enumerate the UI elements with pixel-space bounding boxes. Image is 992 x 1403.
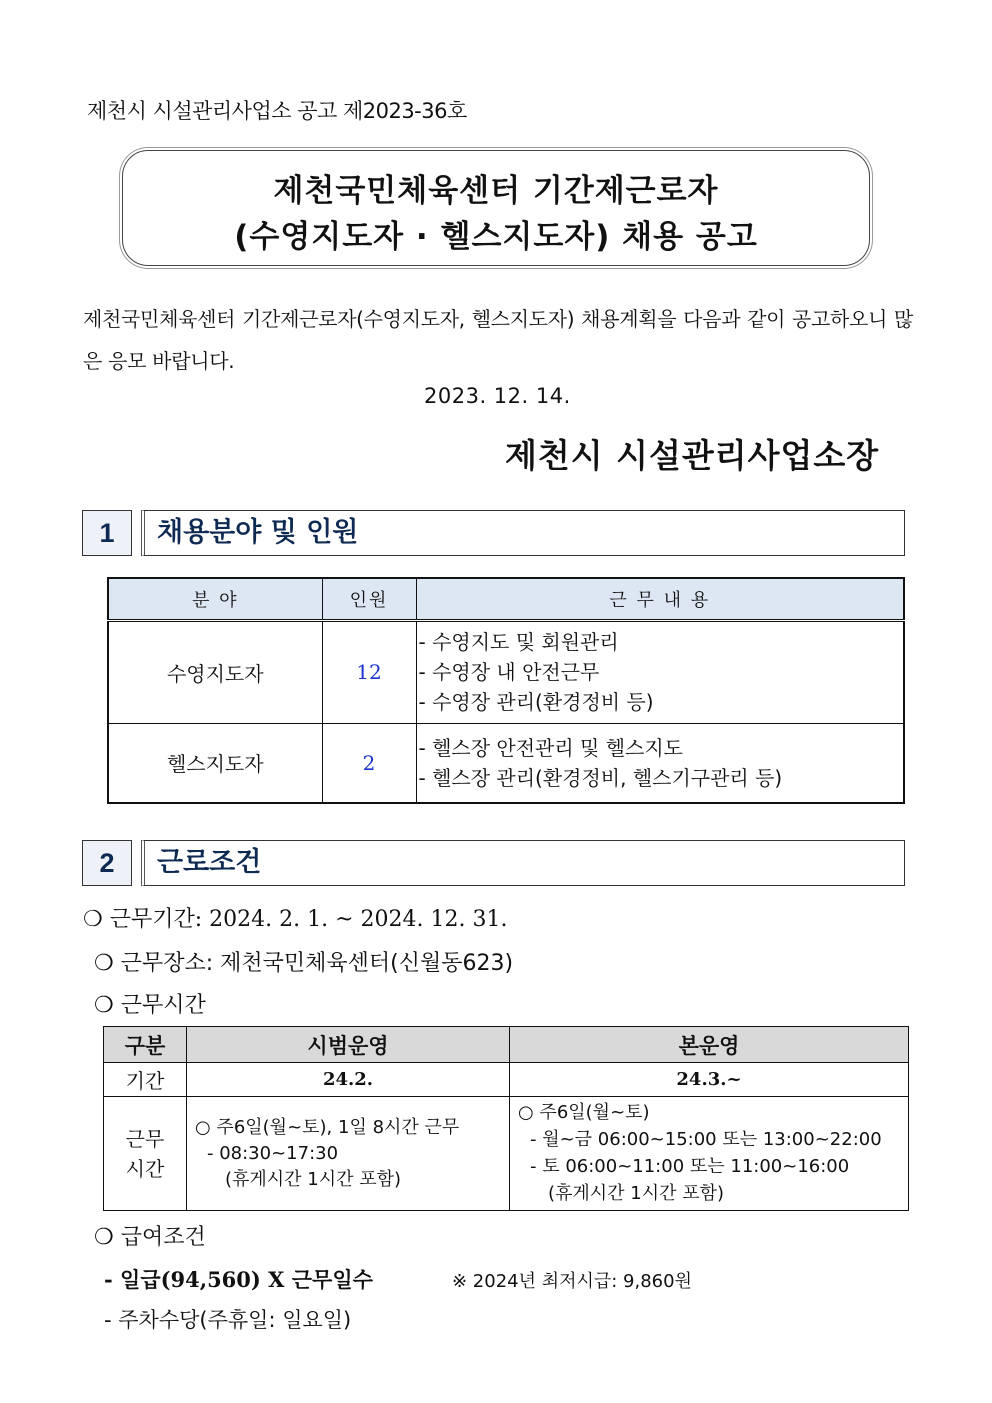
work-label-line: 시간 (125, 1156, 165, 1181)
intro-text: 제천국민체육센터 기간제근로자(수영지도자, 헬스지도자) 채용계획을 다음과 같이 공고하오니 많은 응모 바랍니다. (83, 307, 913, 373)
trial-schedule (187, 1097, 510, 1211)
table-row (104, 1097, 909, 1211)
work-hours-label: ❍ 근무시간 (94, 993, 206, 1018)
table-row (108, 620, 904, 723)
hours-table-header (104, 1027, 909, 1063)
duty-item: - 수영장 관리(환경정비 등) (418, 690, 654, 714)
duty-item: - 수영지도 및 회원관리 (418, 630, 619, 654)
title-box (122, 150, 870, 266)
schedule-line: - 토 06:00~11:00 또는 11:00~16:00 (530, 1156, 850, 1177)
jobs-table (107, 577, 905, 804)
section-1-title: 채용분야 및 인원 (141, 510, 905, 556)
job-duties (416, 723, 904, 803)
notice-number: 제천시 시설관리사업소 공고 제2023-36호 (87, 99, 467, 123)
section-2-number: 2 (82, 840, 132, 886)
job-count: 2 (322, 723, 416, 803)
work-label-line: 근무 (125, 1126, 165, 1151)
job-duties (416, 620, 904, 723)
header-division: 구분 (104, 1027, 187, 1063)
section-1-number: 1 (82, 510, 132, 556)
schedule-line: (휴게시간 1시간 포함) (548, 1183, 725, 1204)
header-field: 분 야 (108, 578, 322, 620)
daily-pay: - 일급(94,560) X 근무일수 (104, 1267, 373, 1292)
schedule-line: - 08:30~17:30 (207, 1142, 339, 1164)
duty-item: - 헬스장 안전관리 및 헬스지도 (418, 735, 683, 760)
schedule-line: - 월~금 06:00~15:00 또는 13:00~22:00 (530, 1129, 882, 1150)
work-period: ❍ 근무기간: 2024. 2. 1. ~ 2024. 12. 31. (83, 907, 508, 932)
period-label: 기간 (104, 1063, 187, 1097)
job-field: 수영지도자 (108, 620, 322, 723)
header-duties: 근 무 내 용 (416, 578, 904, 620)
weekly-allowance: - 주차수당(주휴일: 일요일) (104, 1308, 352, 1332)
title-line-1: 제천국민체육센터 기간제근로자 (273, 173, 719, 209)
title-line-2: (수영지도자 · 헬스지도자) 채용 공고 (234, 219, 758, 255)
table-row (104, 1063, 909, 1097)
pay-label: ❍ 급여조건 (94, 1225, 206, 1250)
schedule-line: ○ 주6일(월~토) (518, 1102, 650, 1123)
notice-date: 2023. 12. 14. (424, 384, 571, 408)
min-wage-note: ※ 2024년 최저시급: 9,860원 (452, 1271, 692, 1292)
trial-period: 24.2. (187, 1063, 510, 1097)
section-2-title: 근로조건 (141, 840, 905, 886)
duty-item: - 수영장 내 안전근무 (418, 660, 600, 684)
schedule-line: ○ 주6일(월~토), 1일 8시간 근무 (195, 1116, 460, 1138)
work-time-label (104, 1097, 187, 1211)
header-main: 본운영 (510, 1027, 909, 1063)
schedule-line: (휴게시간 1시간 포함) (225, 1168, 402, 1190)
header-count: 인원 (322, 578, 416, 620)
duty-item: - 헬스장 관리(환경정비, 헬스기구관리 등) (418, 765, 783, 790)
issuer: 제천시 시설관리사업소장 (505, 436, 880, 475)
job-field: 헬스지도자 (108, 723, 322, 803)
table-row (108, 723, 904, 803)
jobs-table-header (108, 578, 904, 620)
hours-table (103, 1026, 909, 1211)
main-period: 24.3.~ (510, 1063, 909, 1097)
job-count: 12 (322, 620, 416, 723)
work-place: ❍ 근무장소: 제천국민체육센터(신월동623) (94, 951, 514, 976)
header-trial: 시범운영 (187, 1027, 510, 1063)
main-schedule (510, 1097, 909, 1211)
